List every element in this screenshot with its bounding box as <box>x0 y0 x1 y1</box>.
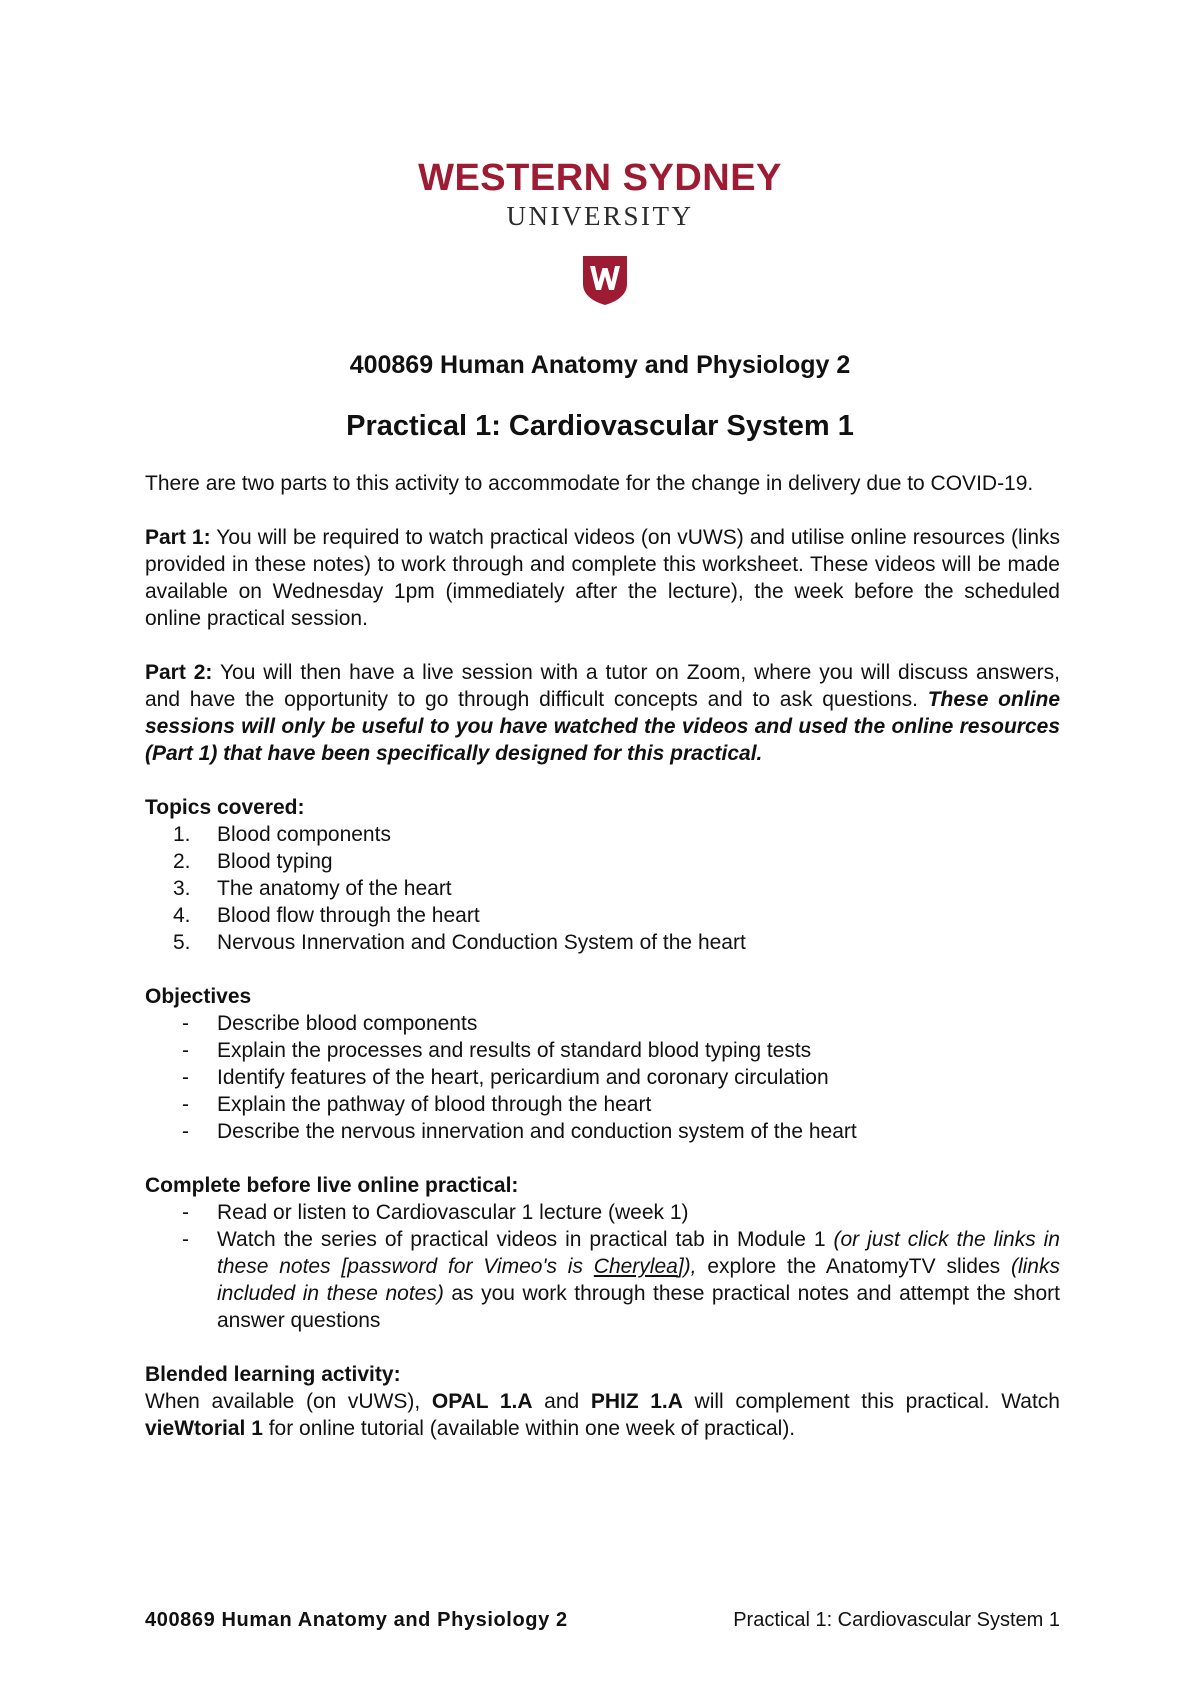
complete-before-heading: Complete before live online practical: <box>145 1174 519 1197</box>
list-item: - Explain the processes and results of standard blood typing tests <box>182 1039 812 1062</box>
list-item: 1. Blood components <box>173 823 391 846</box>
list-item: - Describe blood components <box>182 1012 478 1035</box>
list-item: 2. Blood typing <box>173 850 333 873</box>
list-item: 5. Nervous Innervation and Conduction System of the heart <box>173 931 746 954</box>
objectives-heading: Objectives <box>145 985 252 1008</box>
objectives-list <box>145 1010 1060 1145</box>
footer-practical: Practical 1: Cardiovascular System 1 <box>733 1609 1060 1631</box>
list-item: - Describe the nervous innervation and conduction system of the heart <box>182 1120 857 1143</box>
opal-label: OPAL 1.A <box>431 1390 533 1413</box>
university-logo-wordmark: WESTERN SYDNEY <box>418 157 782 199</box>
list-item: 4. Blood flow through the heart <box>173 904 480 927</box>
part1-text: You will be required to watch practical videos (on vUWS) and utilise online resources (links provided in these notes) to work through and complete this worksheet. These videos will be made available on Wednesday 1pm (immediately after the lecture), the week before the scheduled online practical session. <box>145 526 1061 630</box>
viewtorial-label: vieWtorial 1 <box>145 1417 263 1440</box>
topics-list <box>145 821 1060 956</box>
blended-heading: Blended learning activity: <box>145 1363 401 1386</box>
practical-title: Practical 1: Cardiovascular System 1 <box>346 410 854 442</box>
part1-paragraph <box>145 524 1060 632</box>
university-logo-subtitle: UNIVERSITY <box>506 201 694 231</box>
course-title: 400869 Human Anatomy and Physiology 2 <box>349 351 851 379</box>
main-content <box>145 470 1060 1469</box>
part2-label: Part 2: <box>145 661 213 684</box>
vimeo-password: Cherylea <box>593 1255 678 1278</box>
part2-emphasis: These online sessions will only be useful to you have watched the videos and used the online resources (Part 1) that have been specifically designed for this practical. <box>145 688 1061 765</box>
list-item: - Read or listen to Cardiovascular 1 lecture (week 1) <box>182 1201 689 1224</box>
list-item: - Identify features of the heart, pericardium and coronary circulation <box>182 1066 829 1089</box>
list-item: - Explain the pathway of blood through the heart <box>182 1093 652 1116</box>
topics-heading: Topics covered: <box>145 796 305 819</box>
part1-label: Part 1: <box>145 526 211 549</box>
part2-paragraph <box>145 659 1060 767</box>
university-shield-icon <box>581 254 629 306</box>
list-item: 3. The anatomy of the heart <box>173 877 452 900</box>
intro-paragraph: There are two parts to this activity to accommodate for the change in delivery due to COVID-19. <box>145 472 1034 495</box>
blended-paragraph: When available (on vUWS), OPAL 1.A and PHIZ 1.A will complement this practical. Watch vieWtorial 1 for online tutorial (available within one week of practical). <box>145 1390 1060 1440</box>
complete-before-list <box>145 1199 1060 1334</box>
footer-course: 400869 Human Anatomy and Physiology 2 <box>145 1609 568 1631</box>
part2-text: You will then have a live session with a tutor on Zoom, where you will discuss answers, and have the opportunity to go through difficult concepts and to ask questions. <box>145 661 1060 711</box>
list-item: - Watch the series of practical videos in practical tab in Module 1 (or just click the links in these notes [password for Vimeo's is Cherylea]), explore the AnatomyTV slides (links included in these notes) as you work through these practical notes and attempt the short answer questions <box>182 1228 1061 1332</box>
phiz-label: PHIZ 1.A <box>590 1390 683 1413</box>
